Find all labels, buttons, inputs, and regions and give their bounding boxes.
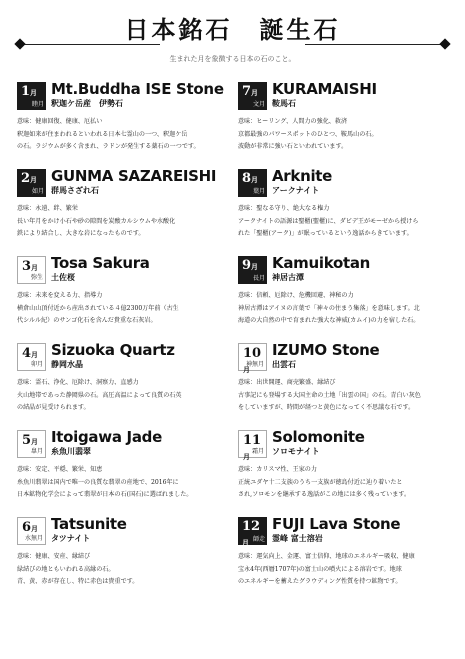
description-line: 糸魚川翡翠は国内で唯一の良質な翡翠の産地で、2016年に (17, 478, 179, 486)
stone-entry (238, 343, 450, 430)
month-number (242, 171, 258, 186)
stone-description (238, 203, 450, 241)
month-old-name: 葉月 (252, 188, 265, 195)
stone-description (238, 116, 450, 154)
month-badge (17, 82, 46, 110)
stone-name-jp: 鞍馬石 (272, 98, 296, 108)
stone-name-en: GUNMA SAZAREISHI (51, 167, 217, 185)
month-digit: 7 (242, 84, 252, 99)
stone-description (17, 203, 229, 241)
month-old-name: 如月 (31, 188, 44, 195)
stone-entry (238, 82, 450, 169)
month-digit: 8 (242, 171, 252, 186)
description-line: 宝永4年(西暦1707年)の富士山の噴火による溶岩です。地球 (238, 565, 402, 573)
description-line: の結晶が見受けられます。 (17, 404, 90, 411)
stone-name-en: Tatsunite (51, 515, 127, 533)
stone-name-jp: タツナイト (51, 533, 91, 543)
stone-name-jp: 群馬さざれ石 (51, 185, 99, 195)
stone-name-jp: 土佐桜 (51, 272, 75, 282)
month-unit: 月 (243, 365, 250, 374)
description-line: 釈迦如来が住まわれるといわれる日本七霊山の一つ、釈迦ケ岳 (17, 130, 188, 138)
month-digit: 12 (242, 519, 261, 534)
month-unit: 月 (31, 350, 39, 359)
month-digit: 11 (243, 433, 262, 448)
title-rule-left (20, 44, 160, 45)
stone-entry (238, 169, 450, 256)
description-line: 意味：聖なる守り、絶大なる権力 (238, 205, 330, 212)
stone-description (238, 377, 450, 415)
stone-name-en: Tosa Sakura (51, 254, 150, 272)
month-badge (238, 256, 267, 284)
month-digit: 4 (22, 346, 32, 361)
stone-entry (238, 517, 450, 604)
month-old-name: 水無月 (24, 535, 43, 542)
description-line: 意味：出世開運、商売繁盛、縁結び (238, 379, 336, 386)
stone-name-en: Sizuoka Quartz (51, 341, 175, 359)
stone-name-en: Solomonite (272, 428, 365, 446)
stone-name-jp: アークナイト (272, 185, 320, 195)
month-number (21, 171, 37, 186)
stone-name-jp: 静岡水晶 (51, 359, 83, 369)
description-line: 火山地帯であった静岡県の石。高圧高温によって良質の石英 (17, 391, 182, 399)
stone-entry (238, 256, 450, 343)
month-badge (17, 430, 46, 458)
month-badge (17, 343, 46, 371)
stone-name-jp: 釈迦ケ岳産 伊勢石 (51, 98, 123, 108)
month-unit: 月 (31, 437, 39, 446)
description-line: 意味：安定、平穏、繁栄、知恵 (17, 466, 103, 473)
month-badge (238, 169, 267, 197)
month-old-name: 文月 (252, 101, 265, 108)
description-line: 緑結びの地ともいわれる高縁の石。 (17, 565, 115, 573)
stone-name-en: KURAMAISHI (272, 80, 377, 98)
month-unit: 月 (251, 88, 259, 97)
month-digit: 3 (22, 259, 32, 274)
month-old-name: 皐月 (30, 448, 43, 455)
stone-entry (17, 256, 229, 343)
month-digit: 2 (21, 171, 31, 186)
stone-description (238, 290, 450, 328)
description-line: をしていますが、時間が経つと黄色になってく不思議な石です。 (238, 404, 415, 411)
month-unit: 月 (30, 88, 38, 97)
month-digit: 1 (21, 84, 31, 99)
month-badge (238, 82, 267, 110)
header (0, 8, 465, 63)
month-badge (17, 169, 46, 197)
description-line: 青、黄、赤が存在し、特に赤色は貴重です。 (17, 578, 139, 585)
stone-entry (17, 82, 229, 169)
description-line: 海道の大自然の中で育まれた強大な神威(カムイ)の力を宿した石。 (238, 317, 420, 324)
description-line: 意味：永遠、絆、繁栄 (17, 205, 78, 212)
stone-name-jp: 霊峰 富士溶岩 (272, 533, 323, 543)
stone-entry (17, 169, 229, 256)
month-number (21, 84, 37, 99)
description-line: のエネルギーを蓄えたグラウディング性質を持つ鉱物です。 (238, 578, 402, 585)
stone-entry (238, 430, 450, 517)
month-old-name: 長月 (252, 275, 265, 282)
description-line: 京都最強のパワースポットのひとつ、鞍馬山の石。 (238, 130, 378, 138)
stone-name-jp: 出雲石 (272, 359, 296, 369)
left-column (17, 82, 229, 604)
stone-name-en: Itoigawa Jade (51, 428, 162, 446)
description-line: れた「聖櫃(アーク)」が眠っているという逸話からきています。 (238, 230, 413, 237)
description-line: 横倉山山頂付近から産出されている４億2300万年前（古生 (17, 304, 179, 312)
stone-description (17, 551, 229, 589)
month-unit: 月 (30, 175, 38, 184)
month-old-name: 卯月 (30, 361, 43, 368)
description-line: 波動が非常に強い石といわれています。 (238, 143, 348, 150)
month-number (242, 258, 258, 273)
description-line: 意味：ヒーリング、人間力の強化、救済 (238, 118, 348, 125)
description-line: 意味：信頼、厄除け、危機回避、神秘の力 (238, 292, 354, 299)
page-subtitle: 生まれた月を象徴する日本の石のこと。 (169, 55, 296, 63)
description-line: の石。ラジウムが多く含まれ、ラドンが発生する薬石の一つです。 (17, 143, 200, 150)
description-line: 意味：未来を変える力、指導力 (17, 292, 103, 299)
description-line: 古事記にも登場する大国主命の土地「出雲の国」の石。青白い灰色 (238, 391, 421, 399)
stone-name-jp: ソロモナイト (272, 446, 320, 456)
stone-description (17, 464, 229, 502)
month-unit: 月 (251, 175, 259, 184)
description-line: 意味：霊石、浄化、厄除け、洞察力、直感力 (17, 379, 139, 386)
stone-name-en: FUJI Lava Stone (272, 515, 401, 533)
stone-description (17, 116, 229, 154)
stone-name-jp: 神居古潭 (272, 272, 304, 282)
month-unit: 月 (243, 452, 250, 461)
stone-name-en: IZUMO Stone (272, 341, 380, 359)
month-digit: 10 (243, 346, 262, 361)
stone-description (238, 464, 450, 502)
month-old-name: 睦月 (31, 101, 44, 108)
description-line: 意味：カリスマ性、王家の力 (238, 466, 317, 473)
description-line: 意味：運気向上、金運、富士信仰、地球のエネルギー吸収、健康 (238, 553, 415, 560)
description-line: 長い年月をかけ小石や砂の隙間を炭酸カルシウムや水酸化 (17, 217, 176, 225)
month-number (242, 84, 258, 99)
stone-name-jp: 糸魚川翡翠 (51, 446, 91, 456)
stone-description (238, 551, 450, 589)
month-digit: 5 (22, 433, 32, 448)
stone-description (17, 290, 229, 328)
stone-name-en: Kamuikotan (272, 254, 371, 272)
description-line: 神居古潭はアイヌの言葉で「神々の住まう集落」を意味します。北 (238, 304, 420, 312)
description-line: 正統ユダヤ十二支族のうち一支族が徳島付近に辿り着いたと (238, 478, 403, 486)
page-title: 日本銘石 誕生石 (124, 15, 341, 44)
month-digit: 9 (242, 258, 252, 273)
month-badge (17, 256, 46, 284)
month-unit: 月 (31, 524, 39, 533)
month-badge (238, 517, 267, 545)
description-line: され,ソロモンを継承する逸話がこの地には多く残っています。 (238, 491, 411, 498)
month-old-name: 神無月 (245, 361, 264, 368)
description-line: 代シルル紀）のサンゴ化石を含んだ貴重な石灰岩。 (17, 317, 157, 324)
month-unit: 月 (251, 262, 259, 271)
month-old-name: 師走 (252, 536, 265, 543)
description-line: 意味：健康、安産、縁結び (17, 553, 91, 560)
month-badge (238, 343, 267, 374)
month-unit: 月 (242, 538, 249, 547)
month-old-name: 弥生 (30, 274, 43, 281)
month-old-name: 霜月 (251, 448, 264, 455)
stone-name-en: Arknite (272, 167, 333, 185)
month-badge (238, 430, 267, 461)
title-rule-right (305, 44, 445, 45)
stone-entry (17, 517, 229, 604)
description-line: 鉄により結合し、大きな岩になったものです。 (17, 230, 145, 237)
month-badge (17, 517, 46, 545)
stone-entry (17, 430, 229, 517)
month-unit: 月 (31, 263, 39, 272)
stone-entry (17, 343, 229, 430)
description-line: 意味：健康回復、健康、厄払い (17, 118, 103, 125)
stone-name-en: Mt.Buddha ISE Stone (51, 80, 224, 98)
month-digit: 6 (22, 520, 32, 535)
description-line: アークナイトの語源は聖櫃(聖櫃)に、ダビデ王がモーゼから授けら (238, 217, 419, 225)
right-column (238, 82, 450, 604)
description-line: 日本鉱物化学会によって翡翠が日本の石(国石)に選ばれました。 (17, 491, 193, 498)
stone-description (17, 377, 229, 415)
